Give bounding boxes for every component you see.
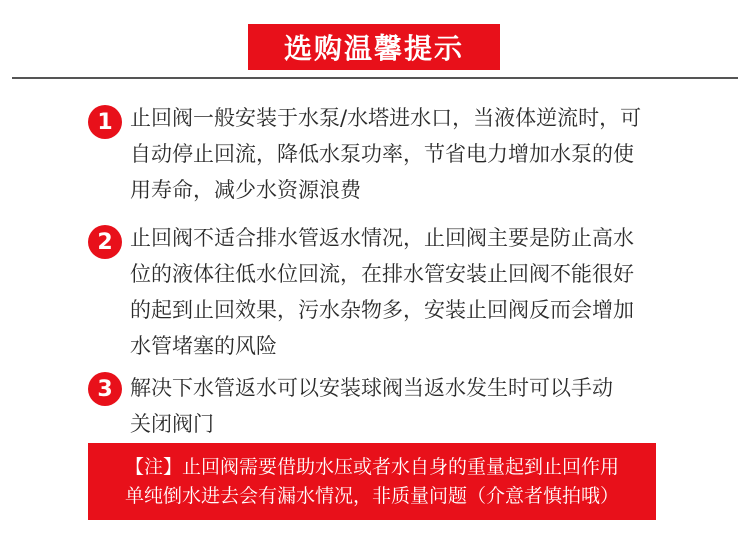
note-box (88, 443, 656, 520)
note-line: 【注】止回阀需要借助水压或者水自身的重量起到止回作用 (124, 455, 619, 478)
tip-line: 止回阀不适合排水管返水情况，止回阀主要是防止高水 (130, 226, 634, 250)
tip-text-1 (130, 100, 690, 208)
tip-line: 用寿命，减少水资源浪费 (130, 178, 361, 202)
tip-text-2 (130, 220, 690, 364)
number-badge-2: 2 (88, 225, 122, 259)
header (0, 24, 750, 76)
tip-line: 关闭阀门 (130, 412, 214, 436)
page-title: 选购温馨提示 (248, 24, 500, 70)
header-divider (12, 77, 738, 79)
tip-line: 自动停止回流，降低水泵功率，节省电力增加水泵的使 (130, 142, 634, 166)
tip-line: 止回阀一般安装于水泵/水塔进水口，当液体逆流时，可 (130, 106, 642, 130)
note-line: 单纯倒水进去会有漏水情况，非质量问题（介意者慎拍哦） (124, 484, 619, 507)
tip-line: 解决下水管返水可以安装球阀当返水发生时可以手动 (130, 376, 613, 400)
tip-text-3 (130, 370, 690, 442)
tip-line: 的起到止回效果，污水杂物多，安装止回阀反而会增加 (130, 298, 634, 322)
number-badge-1: 1 (88, 105, 122, 139)
tip-line: 位的液体往低水位回流，在排水管安装止回阀不能很好 (130, 262, 634, 286)
tip-line: 水管堵塞的风险 (130, 334, 277, 358)
number-badge-3: 3 (88, 372, 122, 406)
